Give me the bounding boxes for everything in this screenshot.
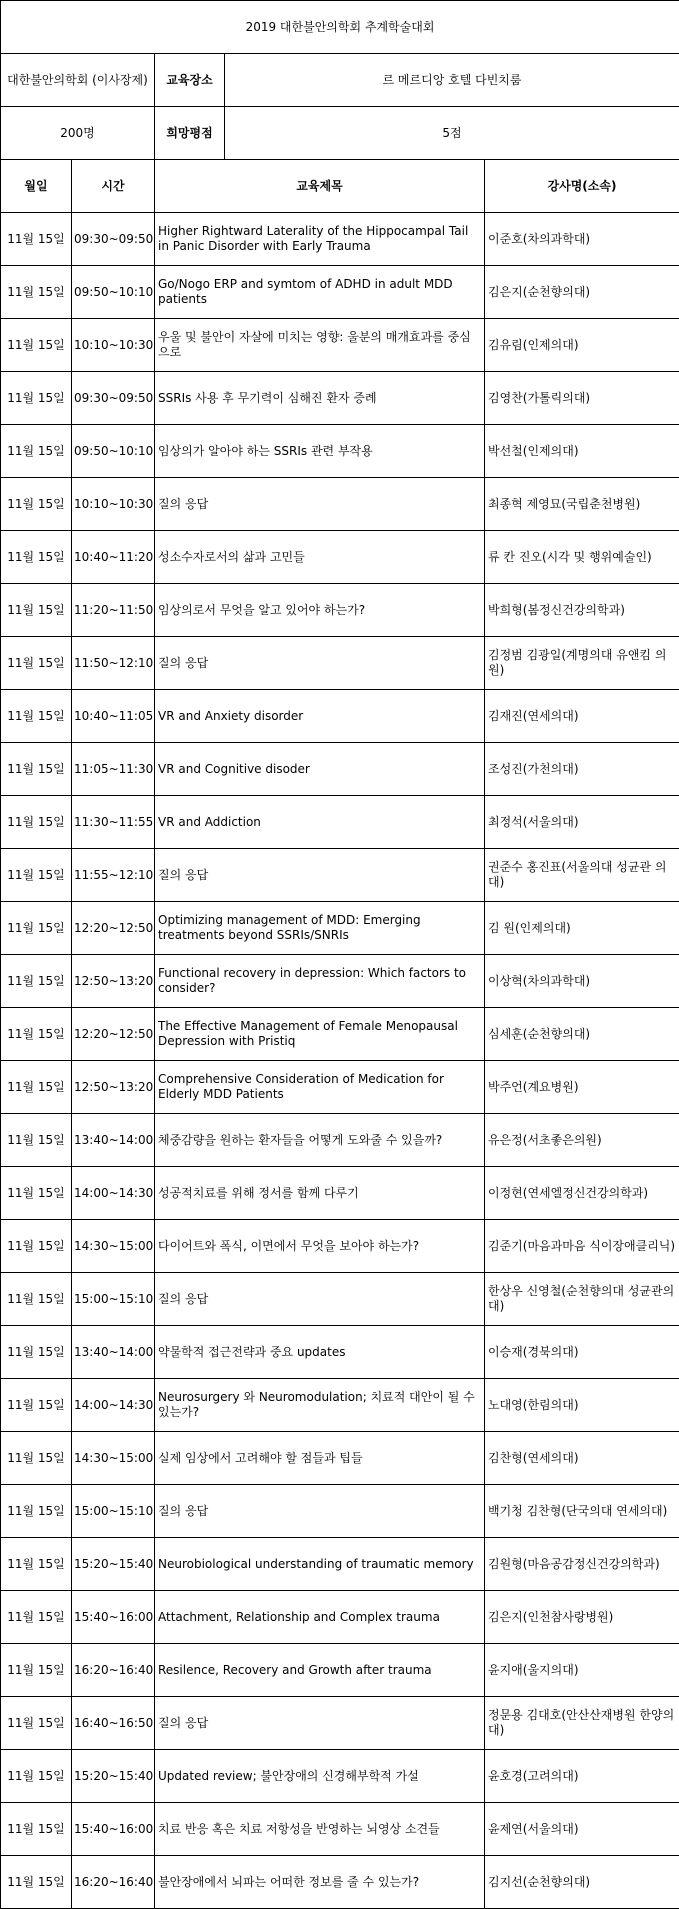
header-row xyxy=(1,160,679,213)
table-row xyxy=(1,1220,679,1273)
session-date: 11월 15일 xyxy=(1,1803,72,1856)
session-topic: 임상의로서 무엇을 알고 있어야 하는가? xyxy=(155,584,485,637)
capacity-cell: 200명 xyxy=(1,107,155,160)
session-speaker: 김정범 김광일(계명의대 유앤킴 의원) xyxy=(485,637,679,690)
session-speaker: 김유림(인제의대) xyxy=(485,319,679,372)
table-row xyxy=(1,1697,679,1750)
table-row xyxy=(1,1750,679,1803)
table-row xyxy=(1,1856,679,1909)
points-label: 희망평점 xyxy=(155,107,225,160)
session-date: 11월 15일 xyxy=(1,1485,72,1538)
session-speaker: 김준기(마음과마음 식이장애클리닉) xyxy=(485,1220,679,1273)
session-time: 12:20~12:50 xyxy=(72,1008,155,1061)
session-speaker: 백기청 김찬형(단국의대 연세의대) xyxy=(485,1485,679,1538)
session-time: 14:30~15:00 xyxy=(72,1220,155,1273)
session-topic: 실제 임상에서 고려해야 할 점들과 팁들 xyxy=(155,1432,485,1485)
session-topic: Optimizing management of MDD: Emerging treatments beyond SSRIs/SNRIs xyxy=(155,902,485,955)
table-row xyxy=(1,319,679,372)
session-speaker: 윤지애(울지의대) xyxy=(485,1644,679,1697)
session-time: 11:20~11:50 xyxy=(72,584,155,637)
session-time: 15:20~15:40 xyxy=(72,1538,155,1591)
info-row-capacity xyxy=(1,107,679,160)
session-date: 11월 15일 xyxy=(1,849,72,902)
table-row xyxy=(1,1803,679,1856)
session-date: 11월 15일 xyxy=(1,1856,72,1909)
session-date: 11월 15일 xyxy=(1,743,72,796)
session-time: 14:00~14:30 xyxy=(72,1167,155,1220)
table-row xyxy=(1,425,679,478)
session-date: 11월 15일 xyxy=(1,266,72,319)
session-date: 11월 15일 xyxy=(1,690,72,743)
session-topic: Neurosurgery 와 Neuromodulation; 치료적 대안이 될 수 있는가? xyxy=(155,1379,485,1432)
session-time: 12:50~13:20 xyxy=(72,1061,155,1114)
session-speaker: 노대영(한림의대) xyxy=(485,1379,679,1432)
session-topic: 불안장애에서 뇌파는 어떠한 정보를 줄 수 있는가? xyxy=(155,1856,485,1909)
session-time: 14:30~15:00 xyxy=(72,1432,155,1485)
table-row xyxy=(1,1432,679,1485)
session-topic: 질의 응답 xyxy=(155,478,485,531)
session-time: 11:55~12:10 xyxy=(72,849,155,902)
session-speaker: 조성진(가천의대) xyxy=(485,743,679,796)
session-topic: 질의 응답 xyxy=(155,1697,485,1750)
session-speaker: 최정석(서울의대) xyxy=(485,796,679,849)
table-row xyxy=(1,1538,679,1591)
session-time: 10:10~10:30 xyxy=(72,478,155,531)
session-topic: 질의 응답 xyxy=(155,1273,485,1326)
session-time: 11:30~11:55 xyxy=(72,796,155,849)
header-time: 시간 xyxy=(72,160,155,213)
header-topic: 교육제목 xyxy=(155,160,485,213)
session-topic: 질의 응답 xyxy=(155,1485,485,1538)
session-speaker: 박주언(계요병원) xyxy=(485,1061,679,1114)
table-row xyxy=(1,849,679,902)
session-time: 16:40~16:50 xyxy=(72,1697,155,1750)
session-topic: Resilence, Recovery and Growth after trauma xyxy=(155,1644,485,1697)
title-row xyxy=(1,1,679,54)
session-date: 11월 15일 xyxy=(1,1750,72,1803)
session-time: 10:40~11:20 xyxy=(72,531,155,584)
session-time: 11:05~11:30 xyxy=(72,743,155,796)
session-speaker: 류 칸 진오(시각 및 행위예술인) xyxy=(485,531,679,584)
session-speaker: 김영찬(가톨릭의대) xyxy=(485,372,679,425)
session-topic: 체중감량을 원하는 환자들을 어떻게 도와줄 수 있을까? xyxy=(155,1114,485,1167)
table-row xyxy=(1,478,679,531)
session-time: 15:40~16:00 xyxy=(72,1803,155,1856)
session-date: 11월 15일 xyxy=(1,584,72,637)
session-date: 11월 15일 xyxy=(1,531,72,584)
session-speaker: 김은지(인천참사랑병원) xyxy=(485,1591,679,1644)
session-topic: 성공적치료를 위해 정서를 함께 다루기 xyxy=(155,1167,485,1220)
table-row xyxy=(1,796,679,849)
session-topic: VR and Cognitive disoder xyxy=(155,743,485,796)
session-speaker: 이준호(차의과학대) xyxy=(485,213,679,266)
table-row xyxy=(1,372,679,425)
session-topic: 질의 응답 xyxy=(155,637,485,690)
session-speaker: 김은지(순천향의대) xyxy=(485,266,679,319)
session-topic: Updated review; 불안장애의 신경해부학적 가설 xyxy=(155,1750,485,1803)
session-time: 15:20~15:40 xyxy=(72,1750,155,1803)
session-date: 11월 15일 xyxy=(1,1432,72,1485)
table-row xyxy=(1,955,679,1008)
table-row xyxy=(1,902,679,955)
session-topic: Comprehensive Consideration of Medication for Elderly MDD Patients xyxy=(155,1061,485,1114)
header-speaker: 강사명(소속) xyxy=(485,160,679,213)
table-row xyxy=(1,1379,679,1432)
session-time: 12:20~12:50 xyxy=(72,902,155,955)
table-row xyxy=(1,1644,679,1697)
session-date: 11월 15일 xyxy=(1,1220,72,1273)
session-speaker: 박선철(인제의대) xyxy=(485,425,679,478)
session-topic: 우울 및 불안이 자살에 미치는 영향: 울분의 매개효과를 중심으로 xyxy=(155,319,485,372)
session-date: 11월 15일 xyxy=(1,1538,72,1591)
session-topic: Functional recovery in depression: Which factors to consider? xyxy=(155,955,485,1008)
organizer-cell: 대한불안의학회 (이사장제) xyxy=(1,54,155,107)
session-topic: 질의 응답 xyxy=(155,849,485,902)
session-topic: Higher Rightward Laterality of the Hippocampal Tail in Panic Disorder with Early Trauma xyxy=(155,213,485,266)
session-speaker: 윤호경(고려의대) xyxy=(485,1750,679,1803)
session-topic: 임상의가 알아야 하는 SSRIs 관련 부작용 xyxy=(155,425,485,478)
session-topic: 다이어트와 폭식, 이면에서 무엇을 보아야 하는가? xyxy=(155,1220,485,1273)
session-speaker: 김찬형(연세의대) xyxy=(485,1432,679,1485)
session-date: 11월 15일 xyxy=(1,1273,72,1326)
session-time: 09:50~10:10 xyxy=(72,425,155,478)
session-speaker: 김재진(연세의대) xyxy=(485,690,679,743)
session-date: 11월 15일 xyxy=(1,1379,72,1432)
session-date: 11월 15일 xyxy=(1,1326,72,1379)
session-date: 11월 15일 xyxy=(1,1697,72,1750)
venue-value: 르 메르디앙 호텔 다빈치룸 xyxy=(225,54,679,107)
session-date: 11월 15일 xyxy=(1,425,72,478)
session-time: 11:50~12:10 xyxy=(72,637,155,690)
session-speaker: 김 원(인제의대) xyxy=(485,902,679,955)
session-date: 11월 15일 xyxy=(1,1591,72,1644)
session-date: 11월 15일 xyxy=(1,319,72,372)
table-row xyxy=(1,1485,679,1538)
session-time: 09:50~10:10 xyxy=(72,266,155,319)
session-topic: 치료 반응 혹은 치료 저항성을 반영하는 뇌영상 소견들 xyxy=(155,1803,485,1856)
table-row xyxy=(1,1591,679,1644)
session-topic: Neurobiological understanding of traumatic memory xyxy=(155,1538,485,1591)
session-time: 15:40~16:00 xyxy=(72,1591,155,1644)
table-row xyxy=(1,1061,679,1114)
session-speaker: 김원형(마음공감정신건강의학과) xyxy=(485,1538,679,1591)
session-time: 10:10~10:30 xyxy=(72,319,155,372)
session-speaker: 정문용 김대호(안산산재병원 한양의대) xyxy=(485,1697,679,1750)
session-topic: 약물학적 접근전략과 중요 updates xyxy=(155,1326,485,1379)
table-row xyxy=(1,1273,679,1326)
session-topic: The Effective Management of Female Menopausal Depression with Pristiq xyxy=(155,1008,485,1061)
session-date: 11월 15일 xyxy=(1,955,72,1008)
session-speaker: 유은정(서초좋은의원) xyxy=(485,1114,679,1167)
session-topic: VR and Addiction xyxy=(155,796,485,849)
info-row-venue xyxy=(1,54,679,107)
session-topic: SSRIs 사용 후 무기력이 심해진 환자 증례 xyxy=(155,372,485,425)
table-row xyxy=(1,531,679,584)
table-row xyxy=(1,1167,679,1220)
session-speaker: 권준수 홍진표(서울의대 성균관 의대) xyxy=(485,849,679,902)
header-date: 월일 xyxy=(1,160,72,213)
session-topic: Go/Nogo ERP and symtom of ADHD in adult MDD patients xyxy=(155,266,485,319)
table-row xyxy=(1,266,679,319)
session-time: 09:30~09:50 xyxy=(72,213,155,266)
session-time: 12:50~13:20 xyxy=(72,955,155,1008)
session-date: 11월 15일 xyxy=(1,902,72,955)
session-speaker: 이승재(경북의대) xyxy=(485,1326,679,1379)
session-date: 11월 15일 xyxy=(1,1114,72,1167)
table-row xyxy=(1,213,679,266)
session-time: 10:40~11:05 xyxy=(72,690,155,743)
session-topic: Attachment, Relationship and Complex trauma xyxy=(155,1591,485,1644)
session-date: 11월 15일 xyxy=(1,796,72,849)
session-date: 11월 15일 xyxy=(1,637,72,690)
session-date: 11월 15일 xyxy=(1,1008,72,1061)
session-speaker: 최종혁 제영묘(국립춘천병원) xyxy=(485,478,679,531)
table-row xyxy=(1,743,679,796)
points-value: 5점 xyxy=(225,107,679,160)
session-time: 13:40~14:00 xyxy=(72,1114,155,1167)
session-time: 14:00~14:30 xyxy=(72,1379,155,1432)
table-row xyxy=(1,1114,679,1167)
venue-label: 교육장소 xyxy=(155,54,225,107)
session-time: 13:40~14:00 xyxy=(72,1326,155,1379)
session-speaker: 박희형(봄정신건강의학과) xyxy=(485,584,679,637)
table-row xyxy=(1,584,679,637)
session-speaker: 이상혁(차의과학대) xyxy=(485,955,679,1008)
session-date: 11월 15일 xyxy=(1,1644,72,1697)
session-date: 11월 15일 xyxy=(1,213,72,266)
session-speaker: 한상우 신영철(순천향의대 성균관의대) xyxy=(485,1273,679,1326)
table-row xyxy=(1,1008,679,1061)
table-row xyxy=(1,637,679,690)
session-speaker: 심세훈(순천향의대) xyxy=(485,1008,679,1061)
table-row xyxy=(1,1326,679,1379)
table-row xyxy=(1,690,679,743)
session-time: 16:20~16:40 xyxy=(72,1644,155,1697)
session-time: 15:00~15:10 xyxy=(72,1485,155,1538)
session-speaker: 이정현(연세엘정신건강의학과) xyxy=(485,1167,679,1220)
session-time: 09:30~09:50 xyxy=(72,372,155,425)
session-speaker: 윤제연(서울의대) xyxy=(485,1803,679,1856)
session-time: 16:20~16:40 xyxy=(72,1856,155,1909)
session-date: 11월 15일 xyxy=(1,372,72,425)
page-title: 2019 대한불안의학회 추계학술대회 xyxy=(1,1,679,54)
session-date: 11월 15일 xyxy=(1,478,72,531)
session-time: 15:00~15:10 xyxy=(72,1273,155,1326)
session-date: 11월 15일 xyxy=(1,1061,72,1114)
session-speaker: 김지선(순천향의대) xyxy=(485,1856,679,1909)
session-topic: VR and Anxiety disorder xyxy=(155,690,485,743)
session-date: 11월 15일 xyxy=(1,1167,72,1220)
session-topic: 성소수자로서의 삶과 고민들 xyxy=(155,531,485,584)
